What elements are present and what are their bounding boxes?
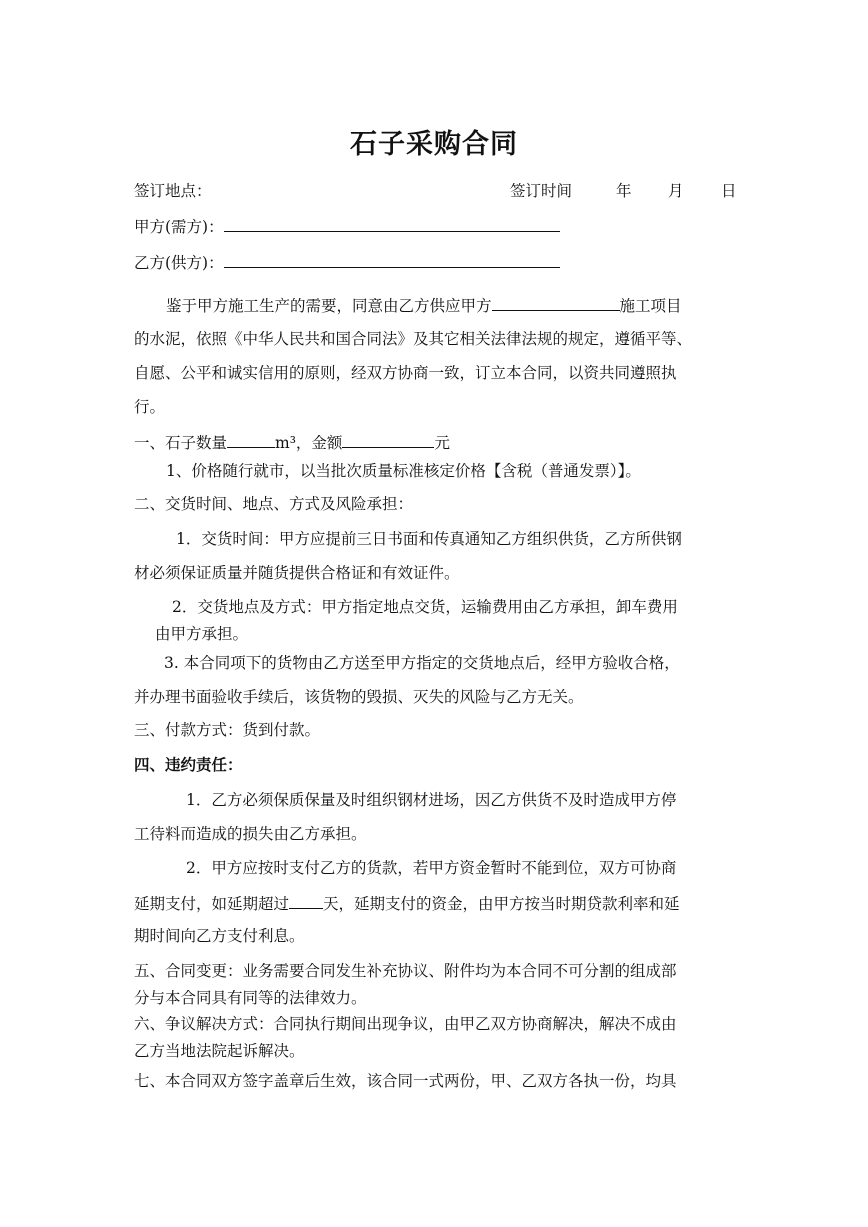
section-4-item-2b bbox=[134, 891, 680, 915]
section-6-line-b: 乙方当地法院起诉解决。 bbox=[134, 1042, 305, 1060]
section-1-item-1: 1、价格随行就市，以当批次质量标准核定价格【含税（普通发票）】。 bbox=[166, 462, 641, 480]
intro-text-1a: 鉴于甲方施工生产的需要，同意由乙方供应甲方 bbox=[166, 297, 492, 315]
section-4-item-1b: 工待料而造成的损失由乙方承担。 bbox=[134, 825, 367, 843]
party-b-blank bbox=[224, 250, 560, 268]
section-3-payment: 三、付款方式：货到付款。 bbox=[134, 721, 321, 739]
section-5-line-b: 分与本合同具有同等的法律效力。 bbox=[134, 989, 367, 1007]
section-2-item-3a: 3. 本合同项下的货物由乙方送至甲方指定的交货地点后，经甲方验收合格， bbox=[164, 654, 680, 672]
section-4-item-2c: 期时间向乙方支付利息。 bbox=[134, 927, 305, 945]
section-2-item-1b: 材必须保证质量并随货提供合格证和有效证件。 bbox=[134, 564, 460, 582]
section-1-line bbox=[134, 430, 450, 454]
signing-month: 月 bbox=[668, 182, 684, 200]
section-7-line-a: 七、本合同双方签字盖章后生效，该合同一式两份，甲、乙双方各执一份，均具 bbox=[134, 1072, 677, 1090]
project-blank bbox=[492, 293, 620, 311]
yuan-label: 元 bbox=[434, 434, 450, 452]
signing-day: 日 bbox=[721, 182, 737, 200]
stone-quantity-label: 一、石子数量 bbox=[134, 434, 228, 452]
section-4-heading: 四、违约责任： bbox=[134, 755, 243, 774]
section-4-item-1a: 1．乙方必须保质保量及时组织钢材进场，因乙方供货不及时造成甲方停 bbox=[186, 791, 677, 809]
delay-text-a: 延期支付，如延期超过 bbox=[134, 895, 290, 913]
days-blank bbox=[289, 891, 323, 909]
party-b-line bbox=[134, 250, 560, 274]
party-b-label: 乙方(供方)： bbox=[134, 254, 224, 272]
intro-text-1b: 施工项目 bbox=[619, 297, 682, 315]
delay-text-b: 天，延期支付的资金，由甲方按当时期贷款利率和延 bbox=[323, 895, 680, 913]
signing-time-label: 签订时间 bbox=[510, 182, 573, 200]
quantity-blank bbox=[227, 430, 275, 448]
section-2-item-1a: 1．交货时间：甲方应提前三日书面和传真通知乙方组织供货，乙方所供钢 bbox=[176, 530, 682, 548]
party-a-label: 甲方(需方)： bbox=[134, 218, 224, 236]
intro-line-3: 自愿、公平和诚实信用的原则，经双方协商一致，订立本合同，以资共同遵照执 bbox=[134, 364, 677, 382]
section-5-line-a: 五、合同变更：业务需要合同发生补充协议、附件均为本合同不可分割的组成部 bbox=[134, 962, 677, 980]
section-2-item-2b: 由甲方承担。 bbox=[155, 625, 249, 643]
section-2-item-2a: 2．交货地点及方式：甲方指定地点交货，运输费用由乙方承担，卸车费用 bbox=[172, 598, 678, 616]
signing-place-label: 签订地点： bbox=[134, 182, 212, 200]
intro-line-1 bbox=[166, 293, 682, 317]
section-2-item-3b: 并办理书面验收手续后，该货物的毁损、灭失的风险与乙方无关。 bbox=[134, 688, 584, 706]
amount-label: m³，金额 bbox=[275, 434, 343, 452]
amount-blank bbox=[342, 430, 434, 448]
section-6-line-a: 六、争议解决方式：合同执行期间出现争议，由甲乙双方协商解决，解决不成由 bbox=[134, 1015, 677, 1033]
party-a-blank bbox=[224, 214, 560, 232]
intro-line-4: 行。 bbox=[134, 398, 166, 416]
party-a-line bbox=[134, 214, 560, 238]
page-title: 石子采购合同 bbox=[350, 129, 518, 160]
section-2-heading: 二、交货时间、地点、方式及风险承担： bbox=[134, 495, 414, 513]
intro-line-2: 的水泥，依照《中华人民共和国合同法》及其它相关法律法规的规定，遵循平等、 bbox=[134, 330, 693, 348]
section-4-item-2a: 2．甲方应按时支付乙方的货款，若甲方资金暂时不能到位，双方可协商 bbox=[186, 859, 677, 877]
signing-year: 年 bbox=[616, 182, 632, 200]
